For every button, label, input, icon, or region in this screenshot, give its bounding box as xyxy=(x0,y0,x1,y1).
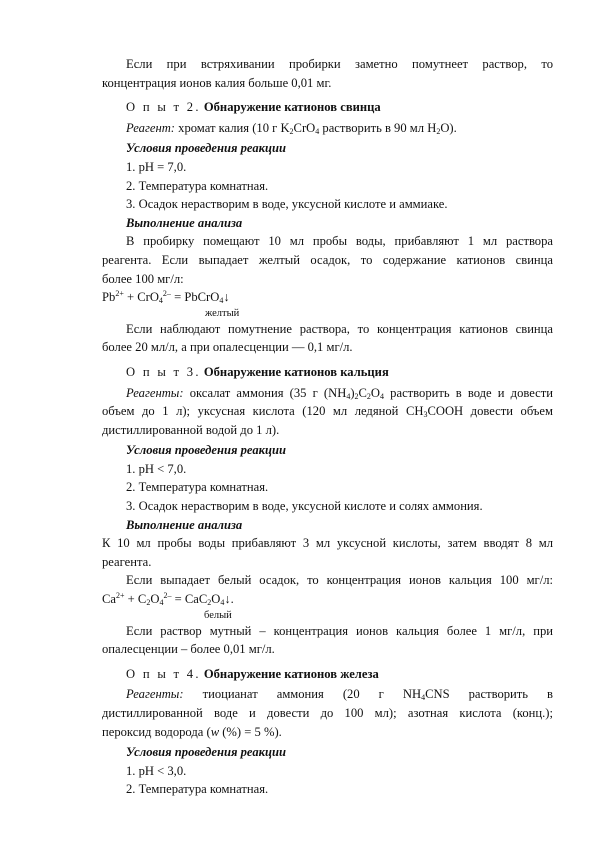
exp2-condition-1: 1. рН = 7,0. xyxy=(126,159,187,174)
exp3-equation xyxy=(102,590,553,609)
exp3-r-text-d: O xyxy=(370,385,381,400)
exp3-r-sub-2: 2 xyxy=(354,391,359,401)
intro-line-2: концентрация ионов калия больше 0,01 мг. xyxy=(102,75,332,90)
exp3-eq-sub-3: 2 xyxy=(207,598,212,608)
exp3-reagents-line-1 xyxy=(102,384,553,403)
exp4-heading xyxy=(102,665,553,684)
exp2-eq-sup-2: 2– xyxy=(162,289,171,299)
exp4-reagents-line-1 xyxy=(102,685,553,704)
exp3-eq-sub-1: 2 xyxy=(146,598,151,608)
exp3-eq-o: O xyxy=(150,592,160,607)
exp2-eq-cro: + CrO xyxy=(123,290,159,305)
exp2-eq-pbcro: = PbCrO xyxy=(170,290,220,305)
exp3-para1-line-1: К 10 мл пробы воды прибавляют 3 мл уксусной кислоты, затем вводят 8 мл xyxy=(102,536,553,551)
exp3-para1-line-2: реагента. xyxy=(102,554,152,569)
exp3-eq-sub-2: 4 xyxy=(159,598,164,608)
exp4-r-text-c: пероксид водорода ( xyxy=(102,724,211,739)
exp3-r-text-c: C xyxy=(358,385,367,400)
exp2-condition-3: 3. Осадок нерастворим в воде, уксусной кислоте и аммиаке. xyxy=(126,197,448,212)
exp2-para2-line-1: Если наблюдают помутнение раствора, то концентрация катионов свинца xyxy=(126,321,553,336)
exp3-reagents-line-2 xyxy=(102,402,553,421)
exp2-para1-line-1: В пробирку помещают 10 мл пробы воды, прибавляют 1 мл раствора xyxy=(126,234,553,249)
exp3-para2-line-1: Если выпадает белый осадок, то концентрация ионов кальция 100 мг/л: xyxy=(126,573,553,588)
exp3-r-text-b: ) xyxy=(350,385,355,400)
exp3-eq-sup-1: 2+ xyxy=(116,591,125,601)
exp4-title: Обнаружение катионов железа xyxy=(203,666,379,681)
exp2-analysis-title: Выполнение анализа xyxy=(126,215,243,230)
exp3-r-sub-1: 4 xyxy=(346,391,351,401)
exp4-conditions-title: Условия проведения реакции xyxy=(126,745,287,760)
exp4-r-text-a: тиоцианат аммония (20 г NH xyxy=(202,687,422,702)
exp3-eq-sup-2: 2– xyxy=(163,591,172,601)
exp4-r-text-b: CNS растворить в xyxy=(425,687,554,702)
exp3-r-text-a: оксалат аммония (35 г (NH xyxy=(189,385,347,400)
exp2-reagent-sub-1: 2 xyxy=(289,126,294,136)
exp3-r-sub-5: 3 xyxy=(423,410,428,420)
exp3-condition-3: 3. Осадок нерастворим в воде, уксусной кислоте и солях аммония. xyxy=(126,499,483,514)
exp2-reagent-text-c: растворить в 90 мл H xyxy=(319,120,437,135)
exp2-reagent-sub-3: 2 xyxy=(436,126,441,136)
exp3-heading xyxy=(102,363,553,382)
exp3-r-sub-3: 2 xyxy=(366,391,371,401)
exp2-para1-line-3: более 100 мг/л: xyxy=(102,271,184,286)
exp3-eq-o2: O xyxy=(211,592,221,607)
exp3-eq-under-label: белый xyxy=(204,609,232,621)
exp2-eq-under-label: желтый xyxy=(205,307,240,319)
exp3-reagents-label: Реагенты: xyxy=(126,385,184,400)
exp2-para2-line-2: более 20 мл/л, а при опалесценции — 0,1 мг/л. xyxy=(102,340,353,355)
exp3-para3-line-1: Если раствор мутный – концентрация ионов кальция более 1 мг/л, при xyxy=(126,623,553,638)
exp4-label: О п ы т 4. xyxy=(126,666,201,681)
exp2-reagent-sub-2: 4 xyxy=(315,126,320,136)
exp3-analysis-title: Выполнение анализа xyxy=(126,517,243,532)
exp2-condition-2: 2. Температура комнатная. xyxy=(126,178,269,193)
exp3-title: Обнаружение катионов кальция xyxy=(203,364,389,379)
exp3-condition-1: 1. рН < 7,0. xyxy=(126,461,187,476)
exp2-eq-sup-1: 2+ xyxy=(115,289,124,299)
exp3-reagents-line-3: дистиллированной водой до 1 л). xyxy=(102,422,280,437)
exp3-eq-arrow: ↓. xyxy=(224,592,234,607)
exp3-eq-c: + C xyxy=(124,592,147,607)
exp4-r-w: w xyxy=(210,724,220,739)
exp4-reagents-line-3 xyxy=(102,723,553,742)
document-page xyxy=(102,55,553,799)
exp3-label: О п ы т 3. xyxy=(126,364,201,379)
exp2-equation xyxy=(102,288,553,307)
exp2-para1-line-2: реагента. Если выпадает желтый осадок, то содержание катионов свинца xyxy=(102,252,553,267)
exp3-r-text-f: объем до 1 л); уксусная кислота (120 мл ледяной CH xyxy=(102,404,424,419)
intro-line-1: Если при встряхивании пробирки заметно помутнеет раствор, то xyxy=(126,57,553,71)
exp2-title: Обнаружение катионов свинца xyxy=(203,100,381,115)
exp3-eq-ca: Ca xyxy=(102,592,116,607)
exp4-r-sub-1: 4 xyxy=(421,693,426,703)
exp2-reagent-text-a: хромат калия (10 г K xyxy=(178,120,290,135)
exp2-conditions-title: Условия проведения реакции xyxy=(126,141,287,156)
exp3-conditions-title: Условия проведения реакции xyxy=(126,443,287,458)
exp3-r-text-e: растворить в воде и довести xyxy=(384,385,553,400)
exp4-condition-2: 2. Температура комнатная. xyxy=(126,782,269,797)
exp2-eq-pb: Pb xyxy=(102,290,116,305)
exp2-label: О п ы т 2. xyxy=(126,100,201,115)
exp3-eq-sub-4: 4 xyxy=(220,598,225,608)
exp2-reagent xyxy=(102,119,553,138)
exp2-reagent-text-b: CrO xyxy=(293,120,316,135)
exp2-eq-sub-1: 4 xyxy=(158,296,163,306)
exp2-eq-sub-2: 4 xyxy=(219,296,224,306)
exp3-r-text-g: COOH довести объем xyxy=(427,404,553,419)
exp2-reagent-text-d: O). xyxy=(440,120,457,135)
exp2-heading xyxy=(102,98,553,117)
exp4-r-text-d: (%) = 5 %). xyxy=(219,724,282,739)
exp3-para3-line-2: опалесценции – более 0,01 мг/л. xyxy=(102,642,275,657)
exp3-eq-cac: = CaC xyxy=(171,592,208,607)
exp2-eq-arrow: ↓ xyxy=(223,290,230,305)
exp3-r-sub-4: 4 xyxy=(380,391,385,401)
exp4-reagents-line-2: дистиллированной воде и довести до 100 мл); азотная кислота (конц.); xyxy=(102,706,553,720)
exp4-condition-1: 1. рН < 3,0. xyxy=(126,763,187,778)
exp2-reagent-label: Реагент: xyxy=(126,120,175,135)
exp3-condition-2: 2. Температура комнатная. xyxy=(126,480,269,495)
exp4-reagents-label: Реагенты: xyxy=(126,687,184,702)
